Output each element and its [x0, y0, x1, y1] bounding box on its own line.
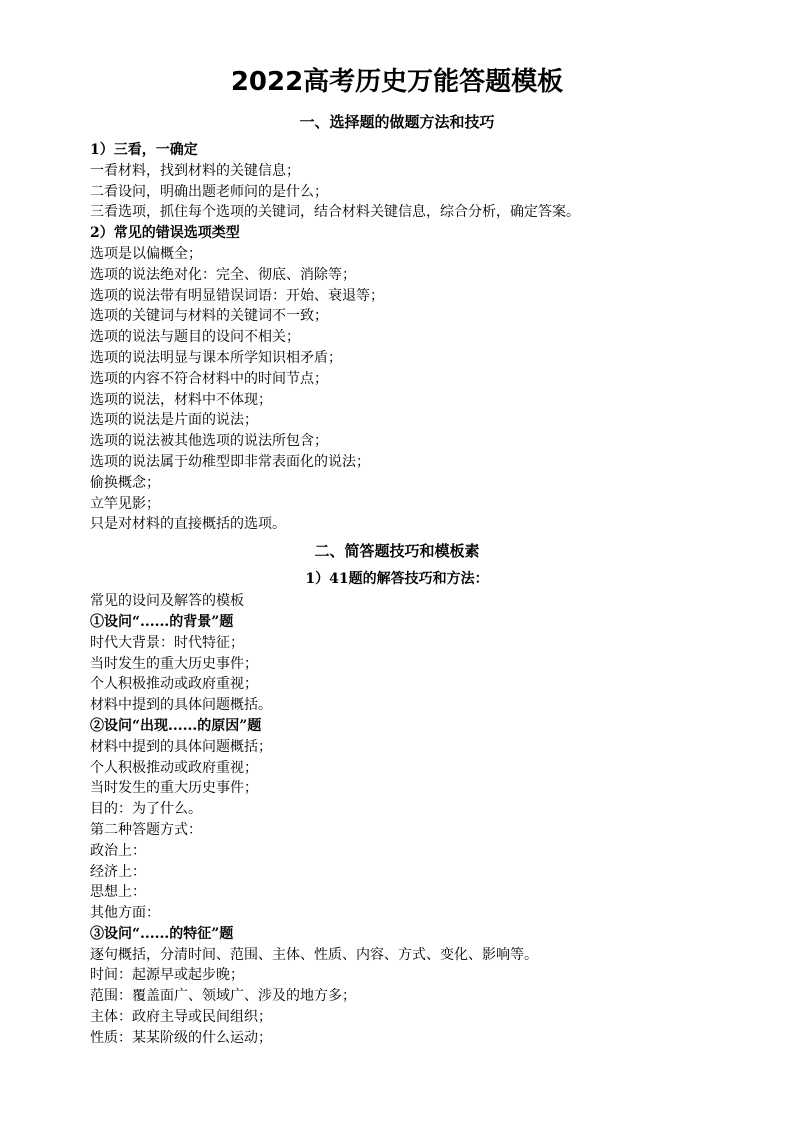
text-line: 选项的说法被其他选项的说法所包含； [90, 433, 328, 450]
text-line: 立竿见影； [90, 495, 160, 512]
text-line: 一看材料，找到材料的关键信息； [90, 162, 300, 179]
text-line: 选项的说法属于幼稚型即非常表面化的说法； [90, 453, 370, 470]
text-line: 逐句概括，分清时间、范围、主体、性质、内容、方式、变化、影响等。 [90, 946, 538, 963]
text-line: 主体：政府主导或民间组织； [90, 1009, 272, 1026]
text-line: 范围：覆盖面广、领域广、涉及的地方多； [90, 988, 356, 1005]
text-line: 当时发生的重大历史事件； [90, 655, 258, 672]
text-line: 其他方面： [90, 905, 160, 922]
text-line: 经济上： [90, 863, 146, 880]
text-line: 时代大背景：时代特征； [90, 634, 244, 651]
text-line: 三看选项，抓住每个选项的关键词，结合材料关键信息，综合分析，确定答案。 [90, 204, 580, 221]
text-line: 选项的说法绝对化：完全、彻底、消除等； [90, 266, 356, 283]
text-line: 选项的说法是片面的说法； [90, 412, 258, 429]
text-line: 选项的说法，材料中不体现； [90, 391, 272, 408]
text-line: 材料中提到的具体问题概括； [90, 738, 272, 755]
text-line: 选项的说法明显与课本所学知识相矛盾； [90, 349, 342, 366]
text-line: 时间：起源早或起步晚； [90, 967, 244, 984]
section-1-part-2-heading: 2）常见的错误选项类型 [90, 225, 240, 242]
section-2-heading: 二、简答题技巧和模板素 [314, 542, 480, 561]
text-line: 选项的内容不符合材料中的时间节点； [90, 370, 328, 387]
text-line: 目的：为了什么。 [90, 801, 202, 818]
text-line: 选项是以偏概全； [90, 245, 202, 262]
text-line: 选项的说法带有明显错误词语：开始、衰退等； [90, 287, 384, 304]
section-1-part-1-heading: 1）三看，一确定 [90, 142, 198, 158]
text-line: 二看设问，明确出题老师问的是什么； [90, 183, 328, 200]
text-line: 选项的说法与题目的设问不相关； [90, 329, 300, 346]
text-line: 个人积极推动或政府重视； [90, 676, 258, 693]
section-2-part-1-heading: 1）41题的解答技巧和方法： [305, 571, 489, 588]
section-1-heading: 一、选择题的做题方法和技巧 [299, 113, 495, 131]
text-line: 常见的设问及解答的模板 [90, 593, 244, 610]
document-title: 2022高考历史万能答题模板 [230, 67, 564, 97]
text-line: 思想上： [90, 884, 146, 901]
text-line: 第二种答题方式： [90, 821, 202, 838]
text-line: 偷换概念； [90, 474, 160, 491]
text-line: 材料中提到的具体问题概括。 [90, 697, 272, 714]
question-3-heading: ③设问“......的特征”题 [90, 925, 234, 942]
text-line: 性质：某某阶级的什么运动； [90, 1029, 272, 1046]
question-2-heading: ②设问“出现......的原因”题 [90, 717, 262, 734]
text-line: 个人积极推动或政府重视； [90, 759, 258, 776]
text-line: 只是对材料的直接概括的选项。 [90, 516, 286, 533]
text-line: 当时发生的重大历史事件； [90, 780, 258, 797]
text-line: 选项的关键词与材料的关键词不一致； [90, 308, 328, 325]
question-1-heading: ①设问“......的背景”题 [90, 613, 234, 630]
text-line: 政治上： [90, 842, 146, 859]
